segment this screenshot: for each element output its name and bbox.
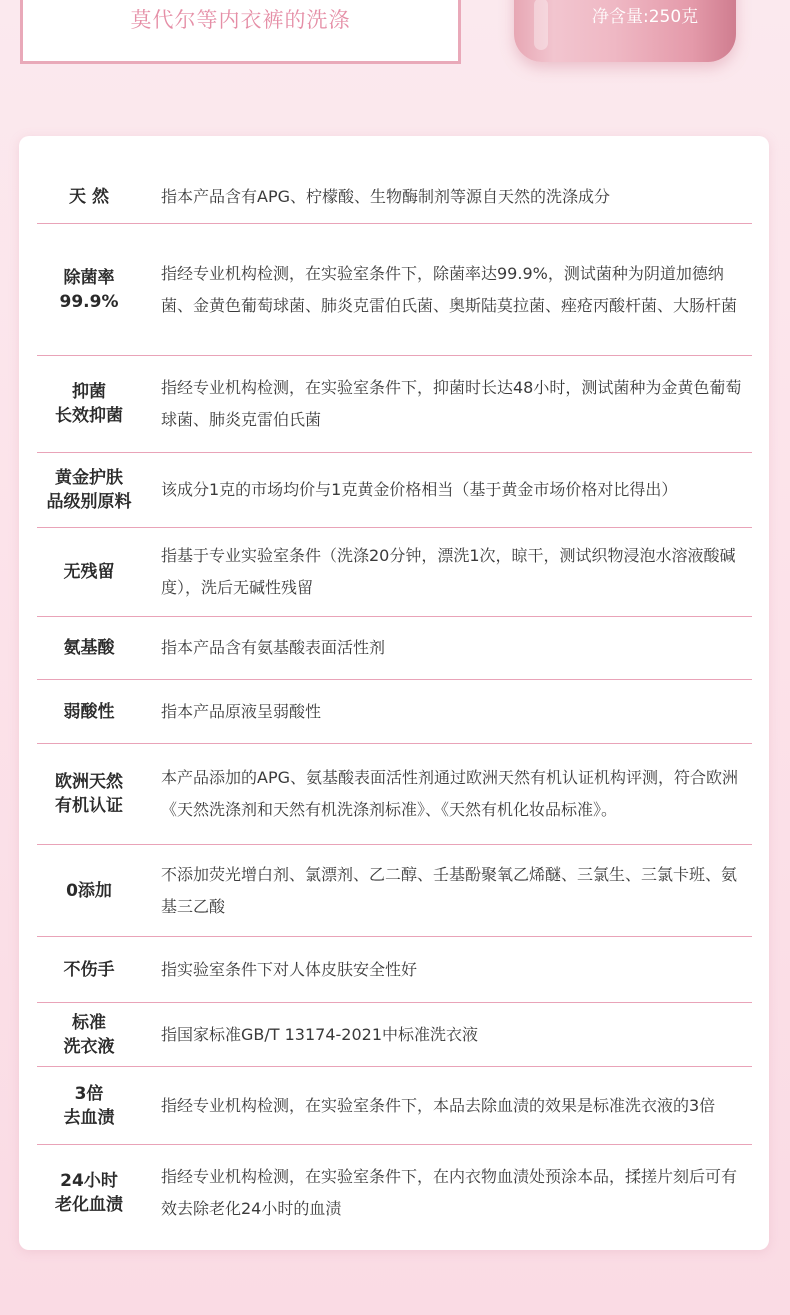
claim-description: 指经专业机构检测，在实验室条件下，抑菌时长达48小时，测试菌种为金黄色葡萄球菌、肺炎克雷伯氏菌 — [161, 378, 742, 429]
claim-description: 指经专业机构检测，在实验室条件下，本品去除血渍的效果是标准洗衣液的3倍 — [161, 1095, 716, 1115]
jar-net-weight-label: 净含量:250克 — [592, 7, 699, 27]
claim-description: 指本产品含有APG、柠檬酸、生物酶制剂等源自天然的洗涤成分 — [161, 186, 610, 206]
claim-row — [37, 845, 752, 937]
claim-row — [37, 1003, 752, 1067]
claim-row — [37, 1067, 752, 1145]
claim-label: 除菌率 99.9% — [59, 267, 119, 312]
claim-label: 氨基酸 — [63, 638, 115, 658]
claim-label: 抑菌 长效抑菌 — [55, 382, 123, 426]
jar-shine — [534, 0, 548, 50]
claim-row — [37, 744, 752, 845]
claim-description: 指实验室条件下对人体皮肤安全性好 — [161, 959, 418, 979]
header-box-text: 莫代尔等内衣裤的洗涤 — [130, 8, 351, 32]
claim-description: 指本产品原液呈弱酸性 — [161, 701, 322, 721]
claim-row — [37, 453, 752, 528]
claim-label: 天 然 — [69, 186, 109, 207]
claim-description: 该成分1克的市场均价与1克黄金价格相当（基于黄金市场价格对比得出） — [161, 480, 678, 499]
header-box — [20, 0, 461, 64]
claim-description: 本产品添加的APG、氨基酸表面活性剂通过欧洲天然有机认证机构评测，符合欧洲《天然洗涤剂和天然有机洗涤剂标准》、《天然有机化妆品标准》。 — [161, 768, 738, 819]
claim-label: 弱酸性 — [63, 701, 115, 722]
claim-label: 不伤手 — [63, 959, 115, 980]
claim-description: 指国家标准GB/T 13174-2021中标准洗衣液 — [161, 1024, 479, 1044]
claim-label: 标准 洗衣液 — [63, 1012, 115, 1057]
claim-row — [37, 617, 752, 680]
claim-label: 24小时 老化血渍 — [55, 1170, 123, 1215]
claim-row — [37, 680, 752, 744]
claim-label: 无残留 — [63, 562, 115, 582]
claim-description: 指基于专业实验室条件（洗涤20分钟，漂洗1次，晾干，测试织物浸泡水溶液酸碱度），洗后无碱性残留 — [161, 546, 736, 597]
claim-label: 黄金护肤 品级别原料 — [46, 468, 132, 512]
product-jar-image — [514, 0, 736, 62]
claim-description: 不添加荧光增白剂、氯漂剂、乙二醇、壬基酚聚氧乙烯醚、三氯生、三氯卡班、氨基三乙酸 — [161, 864, 738, 916]
claim-row — [37, 937, 752, 1003]
claim-label: 欧洲天然 有机认证 — [55, 772, 123, 816]
claim-description: 指本产品含有氨基酸表面活性剂 — [161, 638, 386, 657]
claim-row — [37, 224, 752, 356]
claim-description: 指经专业机构检测，在实验室条件下，在内衣物血渍处预涂本品，揉搓片刻后可有效去除老化24小时的血渍 — [161, 1166, 738, 1218]
claims-card — [19, 136, 769, 1250]
claim-row — [37, 356, 752, 453]
claim-row — [37, 528, 752, 617]
claim-description: 指经专业机构检测，在实验室条件下，除菌率达99.9%，测试菌种为阴道加德纳菌、金黄色葡萄球菌、肺炎克雷伯氏菌、奥斯陆莫拉菌、痤疮丙酸杆菌、大肠杆菌 — [161, 263, 738, 315]
claim-row — [37, 170, 752, 224]
claim-label: 3倍 去血渍 — [63, 1083, 115, 1128]
claim-row — [37, 1145, 752, 1240]
claim-label: 0添加 — [66, 880, 112, 901]
